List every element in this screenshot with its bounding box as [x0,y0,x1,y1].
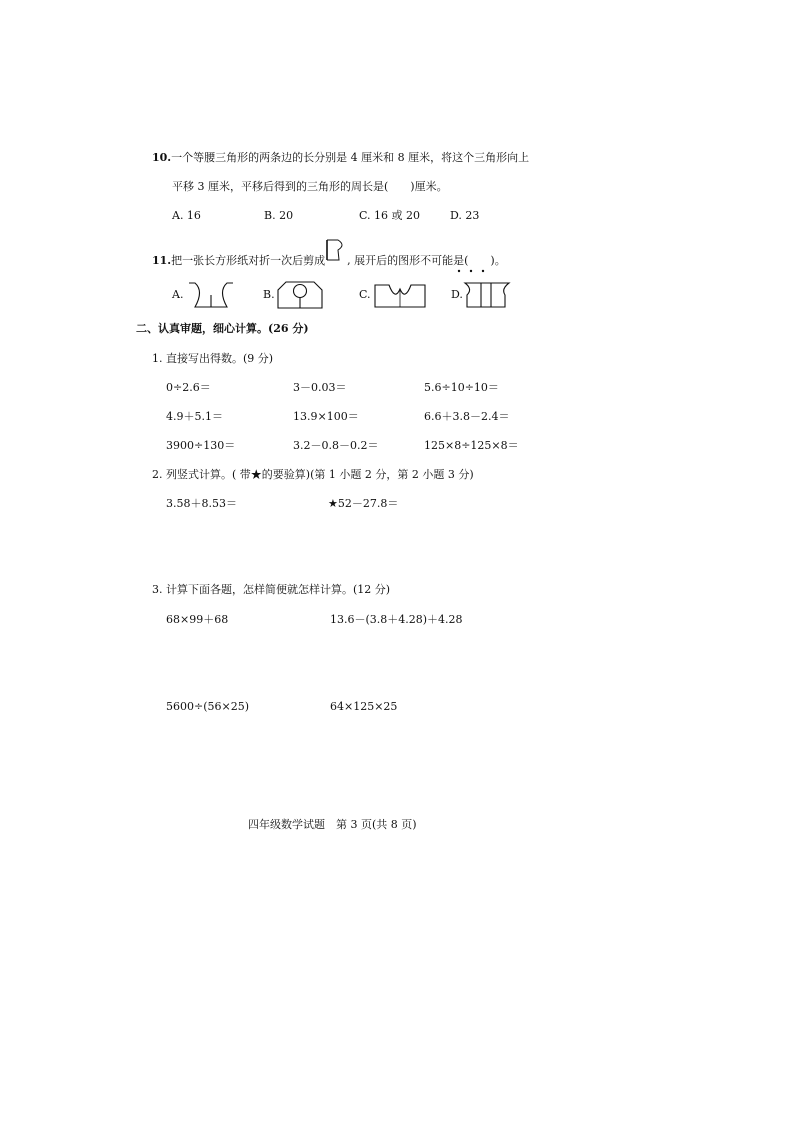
q10-option-c: C. 16 或 20 [359,209,421,222]
calc-1-3: 5.6÷10÷10＝ [424,381,499,394]
part1-title: 1. 直接写出得数。(9 分) [152,352,274,365]
q11-figure-c [373,281,427,313]
q10-option-d: D. 23 [450,209,480,222]
calc-1-2: 3－0.03＝ [293,381,347,394]
simplify-3: 5600÷(56×25) [166,700,250,713]
folded-cut-figure [325,239,347,261]
simplify-2: 13.6－(3.8＋4.28)＋4.28 [330,613,463,626]
q11-option-c-label: C. [359,288,371,301]
q10-text-1: 一个等腰三角形的两条边的长分别是 4 厘米和 8 厘米，将这个三角形向上 [171,151,530,164]
q11-text-after: , 展开后的图形不可能是( )。 [347,254,506,267]
vertical-calc-2: ★52－27.8＝ [328,497,399,510]
calc-3-2: 3.2－0.8－0.2＝ [293,439,379,452]
q10-line1 [152,151,529,165]
q11-option-b-label: B. [263,288,275,301]
q11-figure-d [463,281,511,313]
q11-figure-b [276,280,324,314]
section2-title: 二、认真审题，细心计算。(26 分) [136,322,309,335]
calc-1-1: 0÷2.6＝ [166,381,211,394]
q11-option-a-label: A. [172,288,184,301]
q10-option-b: B. 20 [264,209,294,222]
q10-number: 10. [152,151,172,164]
part2-title: 2. 列竖式计算。( 带★的要验算)(第 1 小题 2 分，第 2 小题 3 分) [152,468,474,481]
q11-text-before: 把一张长方形纸对折一次后剪成 [171,254,326,267]
simplify-4: 64×125×25 [330,700,398,713]
q11-figure-a [187,281,235,313]
calc-2-1: 4.9＋5.1＝ [166,410,223,423]
page-footer: 四年级数学试题 第 3 页(共 8 页) [248,818,417,831]
calc-3-1: 3900÷130＝ [166,439,236,452]
vertical-calc-1: 3.58＋8.53＝ [166,497,237,510]
calc-2-3: 6.6＋3.8－2.4＝ [424,410,510,423]
simplify-1: 68×99＋68 [166,613,229,626]
q10-option-a: A. 16 [172,209,201,222]
q11-option-d-label: D. [451,288,463,301]
calc-2-2: 13.9×100＝ [293,410,359,423]
q10-line2: 平移 3 厘米，平移后得到的三角形的周长是( )厘米。 [172,180,448,193]
emphasis-dots [456,259,488,278]
q11-number: 11. [152,254,172,267]
q11-line [152,245,506,268]
part3-title: 3. 计算下面各题，怎样简便就怎样计算。(12 分) [152,583,391,596]
calc-3-3: 125×8÷125×8＝ [424,439,519,452]
q11-cut-shape [325,245,347,259]
